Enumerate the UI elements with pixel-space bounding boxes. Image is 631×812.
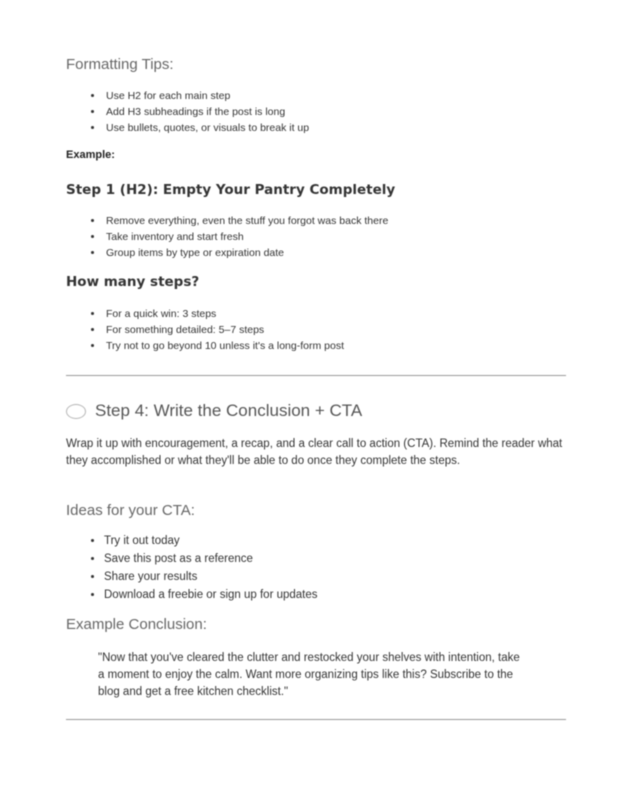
list-item: • For something detailed: 5–7 steps (104, 322, 566, 338)
list-item: • Save this post as a reference (104, 550, 566, 568)
list-item: • Use H2 for each main step (104, 88, 566, 104)
circle-icon (66, 404, 86, 419)
step4-title: Step 4: Write the Conclusion + CTA (95, 401, 363, 420)
example-label: Example: (66, 149, 115, 161)
section-divider (66, 719, 566, 720)
cta-ideas-list (66, 532, 566, 604)
list-item: • For a quick win: 3 steps (104, 306, 566, 322)
cta-ideas-heading: Ideas for your CTA: (66, 502, 195, 519)
list-item: • Share your results (104, 568, 566, 586)
list-item: • Download a freebie or sign up for updates (104, 586, 566, 604)
list-item: • Try not to go beyond 10 unless it's a long-form post (104, 338, 566, 354)
step4-heading-row (66, 401, 566, 421)
list-item: • Remove everything, even the stuff you forgot was back there (104, 213, 566, 229)
formatting-tips-list (66, 88, 566, 136)
example-step-heading: Step 1 (H2): Empty Your Pantry Completely (66, 182, 396, 198)
example-conclusion-quote: "Now that you've cleared the clutter and restocked your shelves with intention, take a moment to enjoy the calm. Want more organizing tips like this? Subscribe to the blog and get a free kitchen checklist." (98, 652, 520, 698)
list-item: • Try it out today (104, 532, 566, 550)
list-item: • Group items by type or expiration date (104, 245, 566, 261)
example-step-list (66, 213, 566, 261)
formatting-tips-heading: Formatting Tips: (66, 56, 174, 73)
how-many-steps-heading: How many steps? (66, 274, 200, 290)
list-item: • Add H3 subheadings if the post is long (104, 104, 566, 120)
example-conclusion-heading: Example Conclusion: (66, 616, 207, 633)
list-item: • Take inventory and start fresh (104, 229, 566, 245)
list-item: • Use bullets, quotes, or visuals to break it up (104, 120, 566, 136)
how-many-steps-list (66, 306, 566, 354)
step4-paragraph: Wrap it up with encouragement, a recap, and a clear call to action (CTA). Remind the reader what they accomplished or what they'll be able to do once they complete the steps. (66, 438, 563, 467)
section-divider (66, 375, 566, 376)
